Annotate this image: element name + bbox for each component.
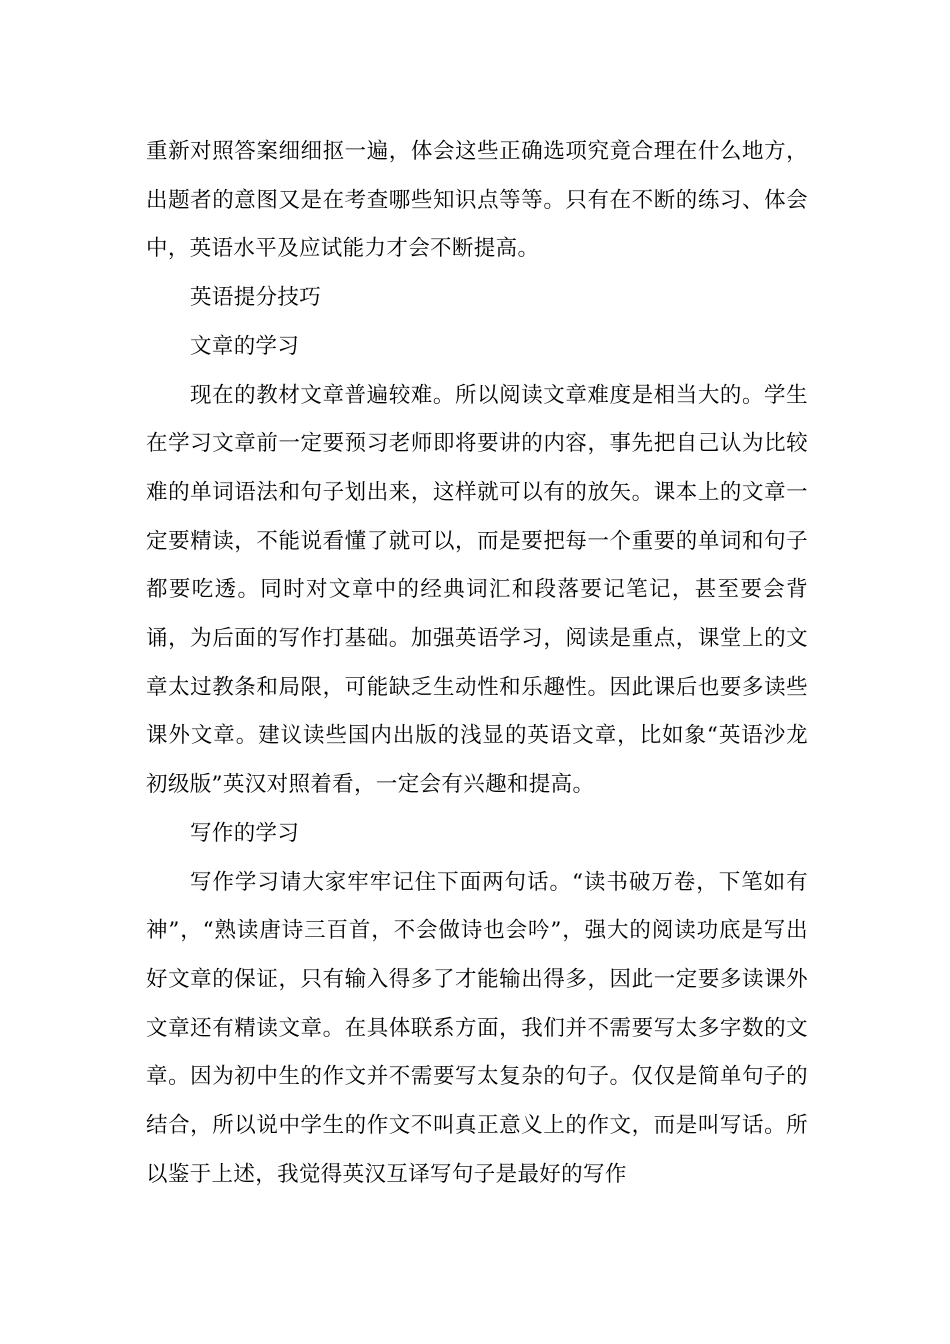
paragraph-article-study: 现在的教材文章普遍较难。所以阅读文章难度是相当大的。学生在学习文章前一定要预习老师即将要讲的内容，事先把自己认为比较难的单词语法和句子划出来，这样就可以有的放矢。课本上的文章一定要精读，不能说看懂了就可以，而是要把每一个重要的单词和句子都要吃透。同时对文章中的经典词汇和段落要记笔记，甚至要会背诵，为后面的写作打基础。加强英语学习，阅读是重点，课堂上的文章太过教条和局限，可能缺乏生动性和乐趣性。因此课后也要多读些课外文章。建议读些国内出版的浅显的英语文章，比如象“英语沙龙初级版”英汉对照着看，一定会有兴趣和提高。 [146,382,808,798]
section-heading-score-tips: 英语提分技巧 [190,285,322,311]
paragraph-continuation: 重新对照答案细细抠一遍，体会这些正确选项究竟合理在什么地方，出题者的意图又是在考查哪些知识点等等。只有在不断的练习、体会中，英语水平及应试能力才会不断提高。 [146,139,808,262]
section-heading-article-study: 文章的学习 [190,333,300,359]
paragraph-writing-study: 写作学习请大家牢牢记住下面两句话。“读书破万卷，下笔如有神”，“熟读唐诗三百首，不会做诗也会吟”，强大的阅读功底是写出好文章的保证，只有输入得多了才能输出得多，因此一定要多读课外文章还有精读文章。在具体联系方面，我们并不需要写太多字数的文章。因为初中生的作文并不需要写太复杂的句子。仅仅是简单句子的结合，所以说中学生的作文不叫真正意义上的作文，而是叫写话。所以鉴于上述，我觉得英汉互译写句子是最好的写作 [146,869,808,1187]
document-body [146,128,808,1199]
section-heading-writing-study: 写作的学习 [190,820,300,846]
